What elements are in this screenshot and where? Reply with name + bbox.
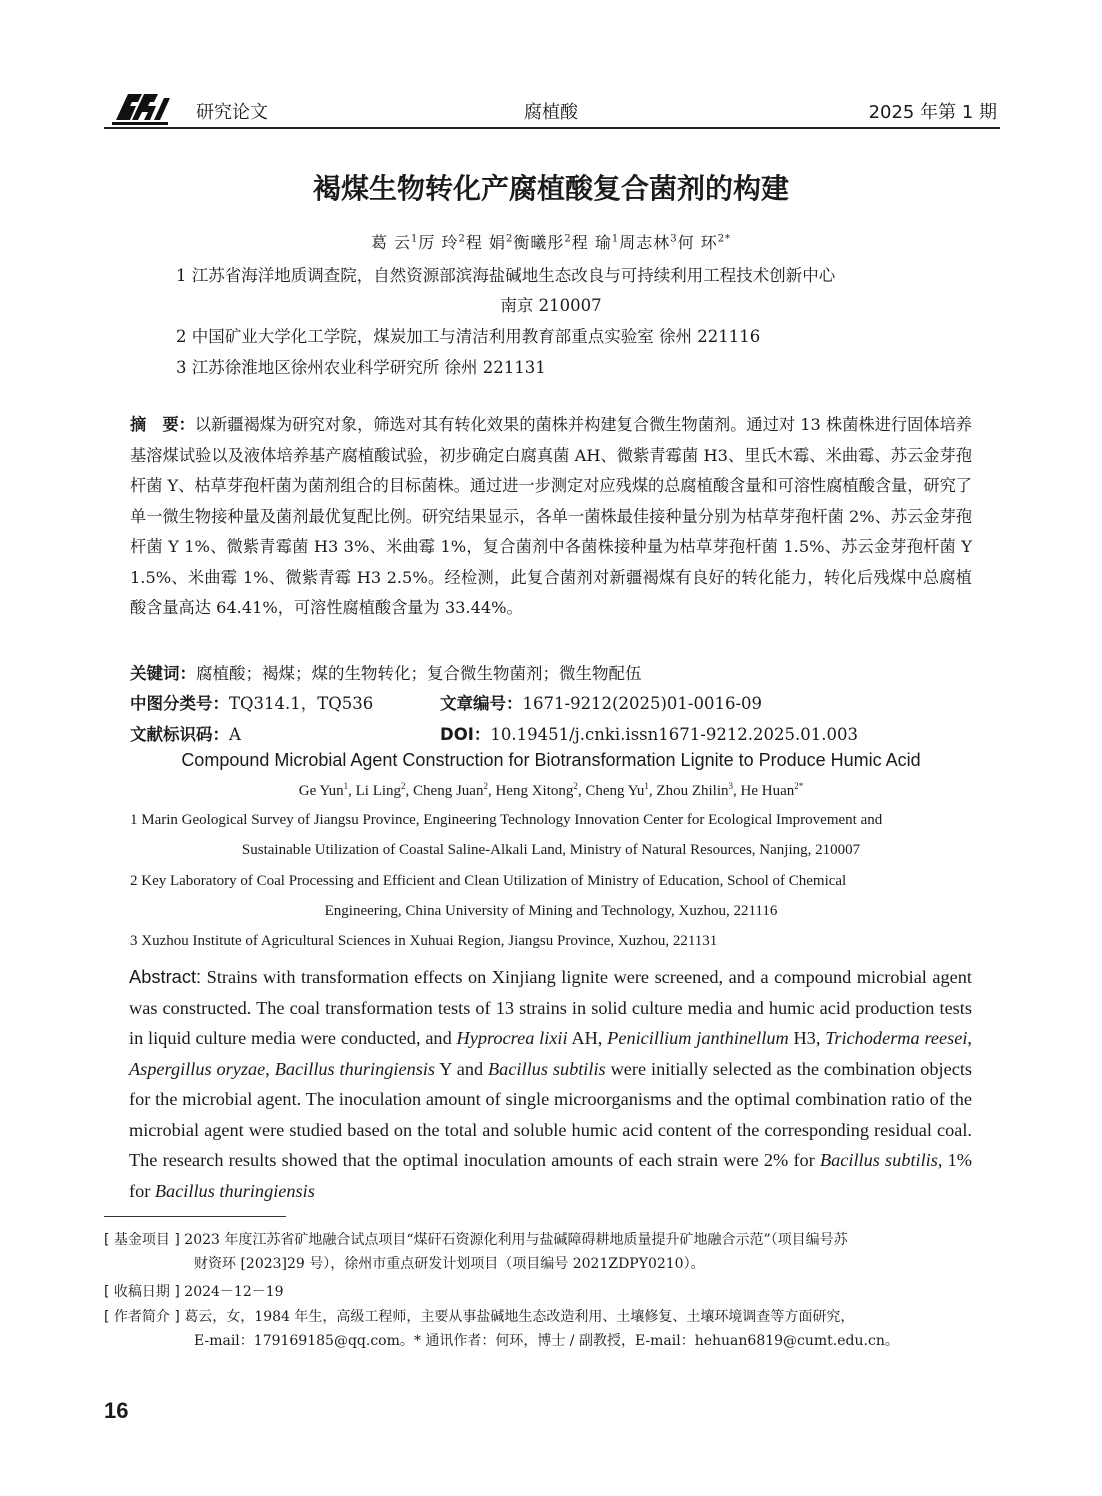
abstract-text: 以新疆褐煤为研究对象，筛选对其有转化效果的菌株并构建复合微生物菌剂。通过对 13 株菌株进行固体培养基溶煤试验以及液体培养基产腐植酸试验，初步确定白腐真菌 AH、微紫青霉菌 H3、里氏木霉、米曲霉、苏云金芽孢杆菌 Y、枯草芽孢杆菌为菌剂组合的目标菌株。通过进一步测定对应残煤的总腐植酸含量和可溶性腐植酸含量，研究了单一微生物接种量及菌剂最优复配比例。研究结果显示，各单一菌株最佳接种量分别为枯草芽孢杆菌 2%、苏云金芽孢杆菌 Y 1%、微紫青霉菌 H3 3%、米曲霉 1%，复合菌剂中各菌株接种量为枯草芽孢杆菌 1.5%、苏云金芽孢杆菌 Y 1.5%、米曲霉 1%、微紫青霉 H3 2.5%。经检测，此复合菌剂对新疆褐煤有良好的转化能力，转化后残煤中总腐植酸含量高达 64.41%，可溶性腐植酸含量为 33.44%。: [130, 415, 972, 617]
document-code: 文献标识码：A: [130, 725, 241, 744]
fund-footnote: [ 基金项目 ] 2023 年度江苏省矿地融合试点项目“煤矸石资源化利用与盐碱障碍耕地质量提升矿地融合示范”（项目编号苏 财资环 [2023]29 号），徐州市重点研发计划项目（项目编号 2021ZDPY0210）。: [104, 1232, 848, 1272]
author: 程 娟: [465, 233, 506, 252]
abstract-cn: [130, 410, 972, 624]
section-label: 研究论文: [196, 102, 268, 123]
abstract-label: 摘 要：: [130, 415, 195, 434]
affiliation-3: 3 江苏徐淮地区徐州农业科学研究所 徐州 221131: [176, 358, 546, 377]
paper-title: 褐煤生物转化产腐植酸复合菌剂的构建: [312, 172, 789, 205]
affiliation-1: 1 江苏省海洋地质调查院，自然资源部滨海盐碱地生态改良与可持续利用工程技术创新中心: [176, 266, 836, 285]
author: 程 瑜: [571, 233, 612, 252]
english-title: Compound Microbial Agent Construction for Biotransformation Lignite to Produce Humic Acid: [181, 750, 921, 770]
english-affiliation-2: 2 Key Laboratory of Coal Processing and Efficient and Clean Utilization of Ministry of Education, School of Chemical: [130, 873, 847, 889]
author: 葛 云: [370, 233, 412, 252]
article-number: 文章编号：1671-9212(2025)01-0016-09: [440, 694, 763, 713]
author-bio: [ 作者简介 ] 葛云，女，1984 年生，高级工程师，主要从事盐碱地生态改造利用、土壤修复、土壤环境调查等方面研究， E-mail：179169185@qq.com。* 通讯作者：何环，博士 / 副教授，E-mail：hehuan6819@cumt.edu.cn。: [104, 1309, 899, 1349]
english-affiliation-1-cont: Sustainable Utilization of Coastal Saline-Alkali Land, Ministry of Natural Resources, Nanjing, 210007: [241, 842, 861, 858]
footnote-rule: [104, 1216, 286, 1217]
author: 衡曦彤: [513, 233, 565, 252]
author: 周志林: [619, 233, 671, 252]
clc-number: 中图分类号：TQ314.1，TQ536: [130, 694, 374, 713]
author-list: 葛 云$^1$厉 玲$^2$程 娟$^2$衡曦彤$^2$程 瑜$^1$周志林$^3$何 环$^{2*}$: [370, 233, 732, 252]
header-rule: [104, 127, 1000, 129]
received-date: [ 收稿日期 ] 2024－12－19: [104, 1284, 284, 1300]
author: 厉 玲: [418, 233, 459, 252]
english-author-list: Ge Yun$^1$, Li Ling$^2$, Cheng Juan$^2$, Heng Xitong$^2$, Cheng Yu$^1$, Zhou Zhilin$^3$, He Huan$^{2*}$: [298, 781, 804, 799]
english-affiliation-2-cont: Engineering, China University of Mining and Technology, Xuzhou, 221116: [324, 903, 778, 919]
doi: DOI：10.19451/j.cnki.issn1671-9212.2025.01.003: [440, 725, 859, 744]
affiliation-1-city: 南京 210007: [500, 296, 602, 315]
english-affiliation-3: 3 Xuzhou Institute of Agricultural Sciences in Xuhuai Region, Jiangsu Province, Xuzhou, 221131: [130, 933, 718, 949]
english-affiliation-1: 1 Marin Geological Survey of Jiangsu Province, Engineering Technology Innovation Center for Ecological Improvement and: [130, 812, 883, 828]
page-number: 16: [104, 1398, 129, 1423]
affiliation-2: 2 中国矿业大学化工学院，煤炭加工与清洁利用教育部重点实验室 徐州 221116: [176, 327, 761, 346]
keywords: 关键词：腐植酸；褐煤；煤的生物转化；复合微生物菌剂；微生物配伍: [130, 664, 642, 683]
issue-label: 2025 年第 1 期: [868, 102, 997, 123]
author: 何 环: [677, 233, 718, 252]
journal-name: 腐植酸: [524, 102, 578, 123]
english-abstract: Abstract: Strains with transformation effects on Xinjiang lignite were screened, and a compound microbial agent was constructed. The coal transformation tests of 13 strains in solid culture media and humic acid production tests in liquid culture media were conducted, and Hyprocrea lixii AH, Penicillium janthinellum H3, Trichoderma reesei, Aspergillus oryzae, Bacillus thuringiensis Y and Bacillus subtilis were initially selected as the combination objects for the microbial agent. The inoculation amount of single microorganisms and the optimal combination ratio of the microbial agent were studied based on the total and soluble humic acid content of the corresponding residual coal. The research results showed that the optimal inoculation amounts of each strain were 2% for Bacillus subtilis, 1% for Bacillus thuringiensis: [129, 966, 973, 1201]
